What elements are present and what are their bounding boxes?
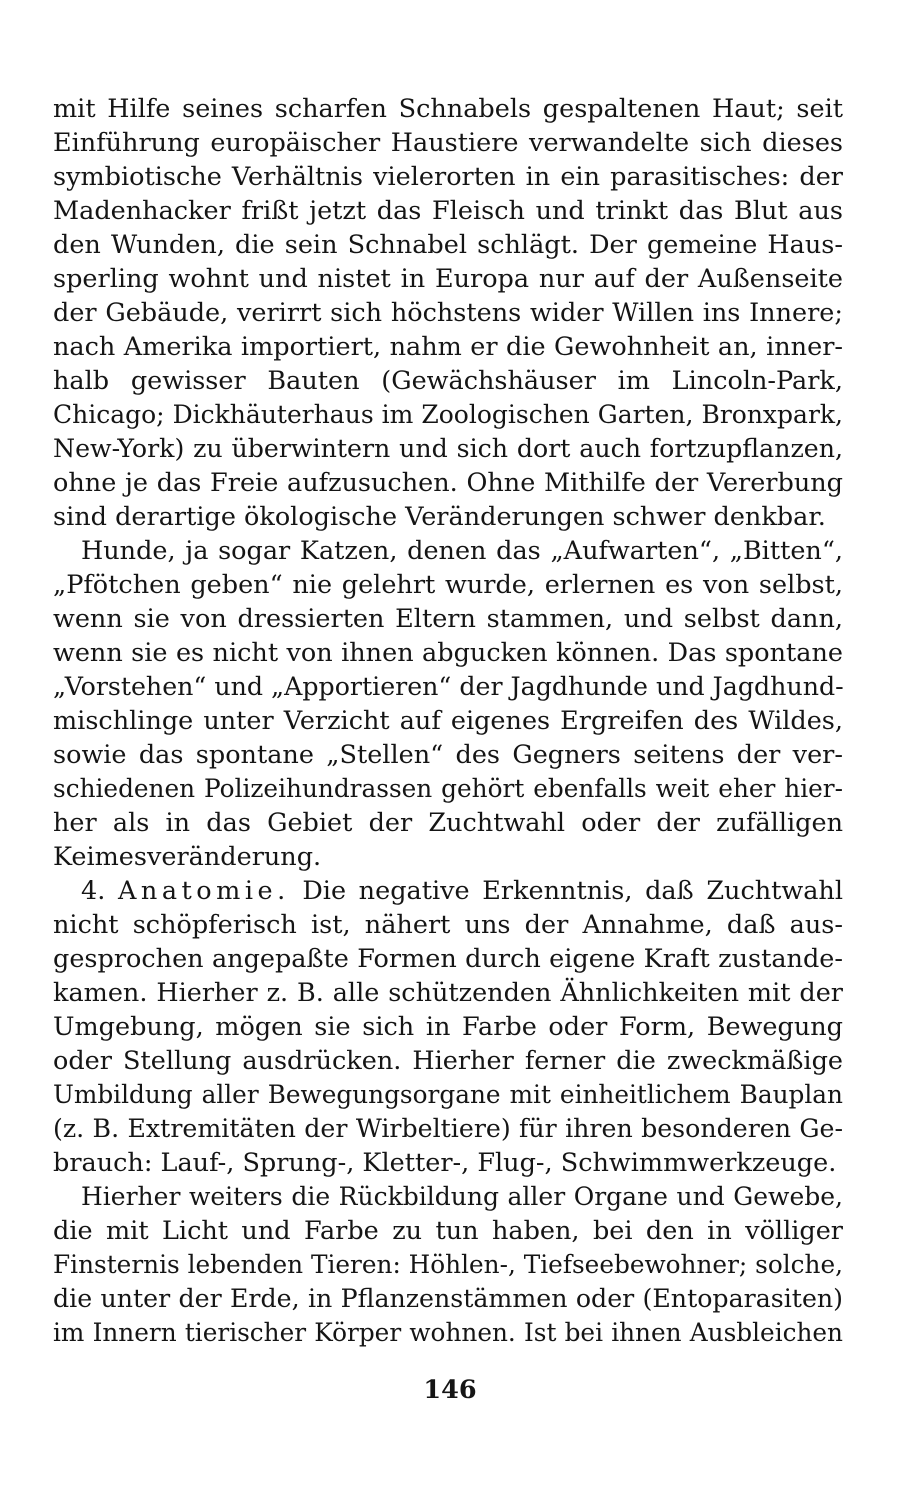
text-line: Keimesveränderung.	[53, 842, 322, 872]
text-line: sowie das spontane „Stellen“ des Gegners seitens der ver-	[53, 740, 843, 770]
text-line: brauch: Lauf-, Sprung-, Kletter-, Flug-, Schwimmwerkzeuge.	[53, 1148, 837, 1178]
paragraph-rueckbildung	[53, 1180, 843, 1350]
text-line: der Gebäude, verirrt sich höchstens wider Willen ins Innere;	[53, 298, 843, 328]
text-line: mit Hilfe seines scharfen Schnabels gespaltenen Haut; seit	[53, 94, 843, 124]
page-number: 146	[423, 1375, 477, 1405]
paragraph-hunde	[53, 534, 843, 874]
section-heading: Anatomie.	[118, 876, 290, 906]
section-anatomie	[53, 874, 843, 1180]
text-line: halb gewisser Bauten (Gewächshäuser im Lincoln-Park,	[53, 366, 843, 396]
section-first-line-text: Die negative Erkenntnis, daß Zuchtwahl	[302, 876, 844, 906]
text-line: nach Amerika importiert, nahm er die Gewohnheit an, inner-	[53, 332, 843, 362]
text-line: wenn sie es nicht von ihnen abgucken können. Das spontane	[53, 638, 843, 668]
text-line: oder Stellung ausdrücken. Hierher ferner die zweckmäßige	[53, 1046, 843, 1076]
text-line: symbiotische Verhältnis vielerorten in ein parasitisches: der	[53, 162, 843, 192]
paragraph-madenhacker	[53, 92, 843, 534]
text-line: New-York) zu überwintern und sich dort auch fortzupflanzen,	[53, 434, 843, 463]
text-line: gesprochen angepaßte Formen durch eigene Kraft zustande-	[53, 944, 843, 974]
text-line: Umbildung aller Bewegungsorgane mit einheitlichem Bauplan	[53, 1080, 843, 1109]
text-line: den Wunden, die sein Schnabel schlägt. Der gemeine Haus-	[53, 230, 843, 260]
text-line: Einführung europäischer Haustiere verwandelte sich dieses	[53, 128, 843, 158]
text-line: „Pfötchen geben“ nie gelehrt wurde, erlernen es von selbst,	[53, 570, 843, 600]
text-line: „Vorstehen“ und „Apportieren“ der Jagdhunde und Jagdhund-	[53, 672, 844, 701]
text-line: schiedenen Polizeihundrassen gehört ebenfalls weit eher hier-	[53, 774, 843, 803]
text-line: im Innern tierischer Körper wohnen. Ist bei ihnen Ausbleichen	[53, 1318, 843, 1347]
text-line: die mit Licht und Farbe zu tun haben, bei den in völliger	[53, 1216, 843, 1246]
text-line: Umgebung, mögen sie sich in Farbe oder Form, Bewegung	[53, 1012, 843, 1042]
text-line: sperling wohnt und nistet in Europa nur auf der Außenseite	[53, 264, 843, 294]
page-body	[53, 92, 843, 1350]
section-number: 4.	[81, 876, 106, 906]
text-line: kamen. Hierher z. B. alle schützenden Ähnlichkeiten mit der	[53, 978, 843, 1008]
text-line: sind derartige ökologische Veränderungen schwer denkbar.	[53, 502, 826, 532]
text-line: ohne je das Freie aufzusuchen. Ohne Mithilfe der Vererbung	[53, 468, 843, 498]
text-line: her als in das Gebiet der Zuchtwahl oder der zufälligen	[53, 808, 843, 838]
text-line: nicht schöpferisch ist, nähert uns der Annahme, daß aus-	[53, 910, 843, 940]
text-line: mischlinge unter Verzicht auf eigenes Ergreifen des Wildes,	[53, 706, 843, 736]
text-line: Hunde, ja sogar Katzen, denen das „Aufwarten“, „Bitten“,	[81, 536, 843, 566]
text-line: Madenhacker frißt jetzt das Fleisch und trinkt das Blut aus	[53, 196, 843, 226]
text-line: (z. B. Extremitäten der Wirbeltiere) für ihren besonderen Ge-	[53, 1114, 843, 1143]
text-line: Finsternis lebenden Tieren: Höhlen-, Tiefseebewohner; solche,	[53, 1250, 843, 1279]
text-line: Chicago; Dickhäuterhaus im Zoologischen Garten, Bronxpark,	[53, 400, 843, 429]
text-line: wenn sie von dressierten Eltern stammen, und selbst dann,	[53, 604, 843, 634]
text-line: die unter der Erde, in Pflanzenstämmen oder (Entoparasiten)	[53, 1284, 843, 1313]
section-first-line	[53, 874, 843, 908]
text-line: Hierher weiters die Rückbildung aller Organe und Gewebe,	[81, 1182, 843, 1211]
